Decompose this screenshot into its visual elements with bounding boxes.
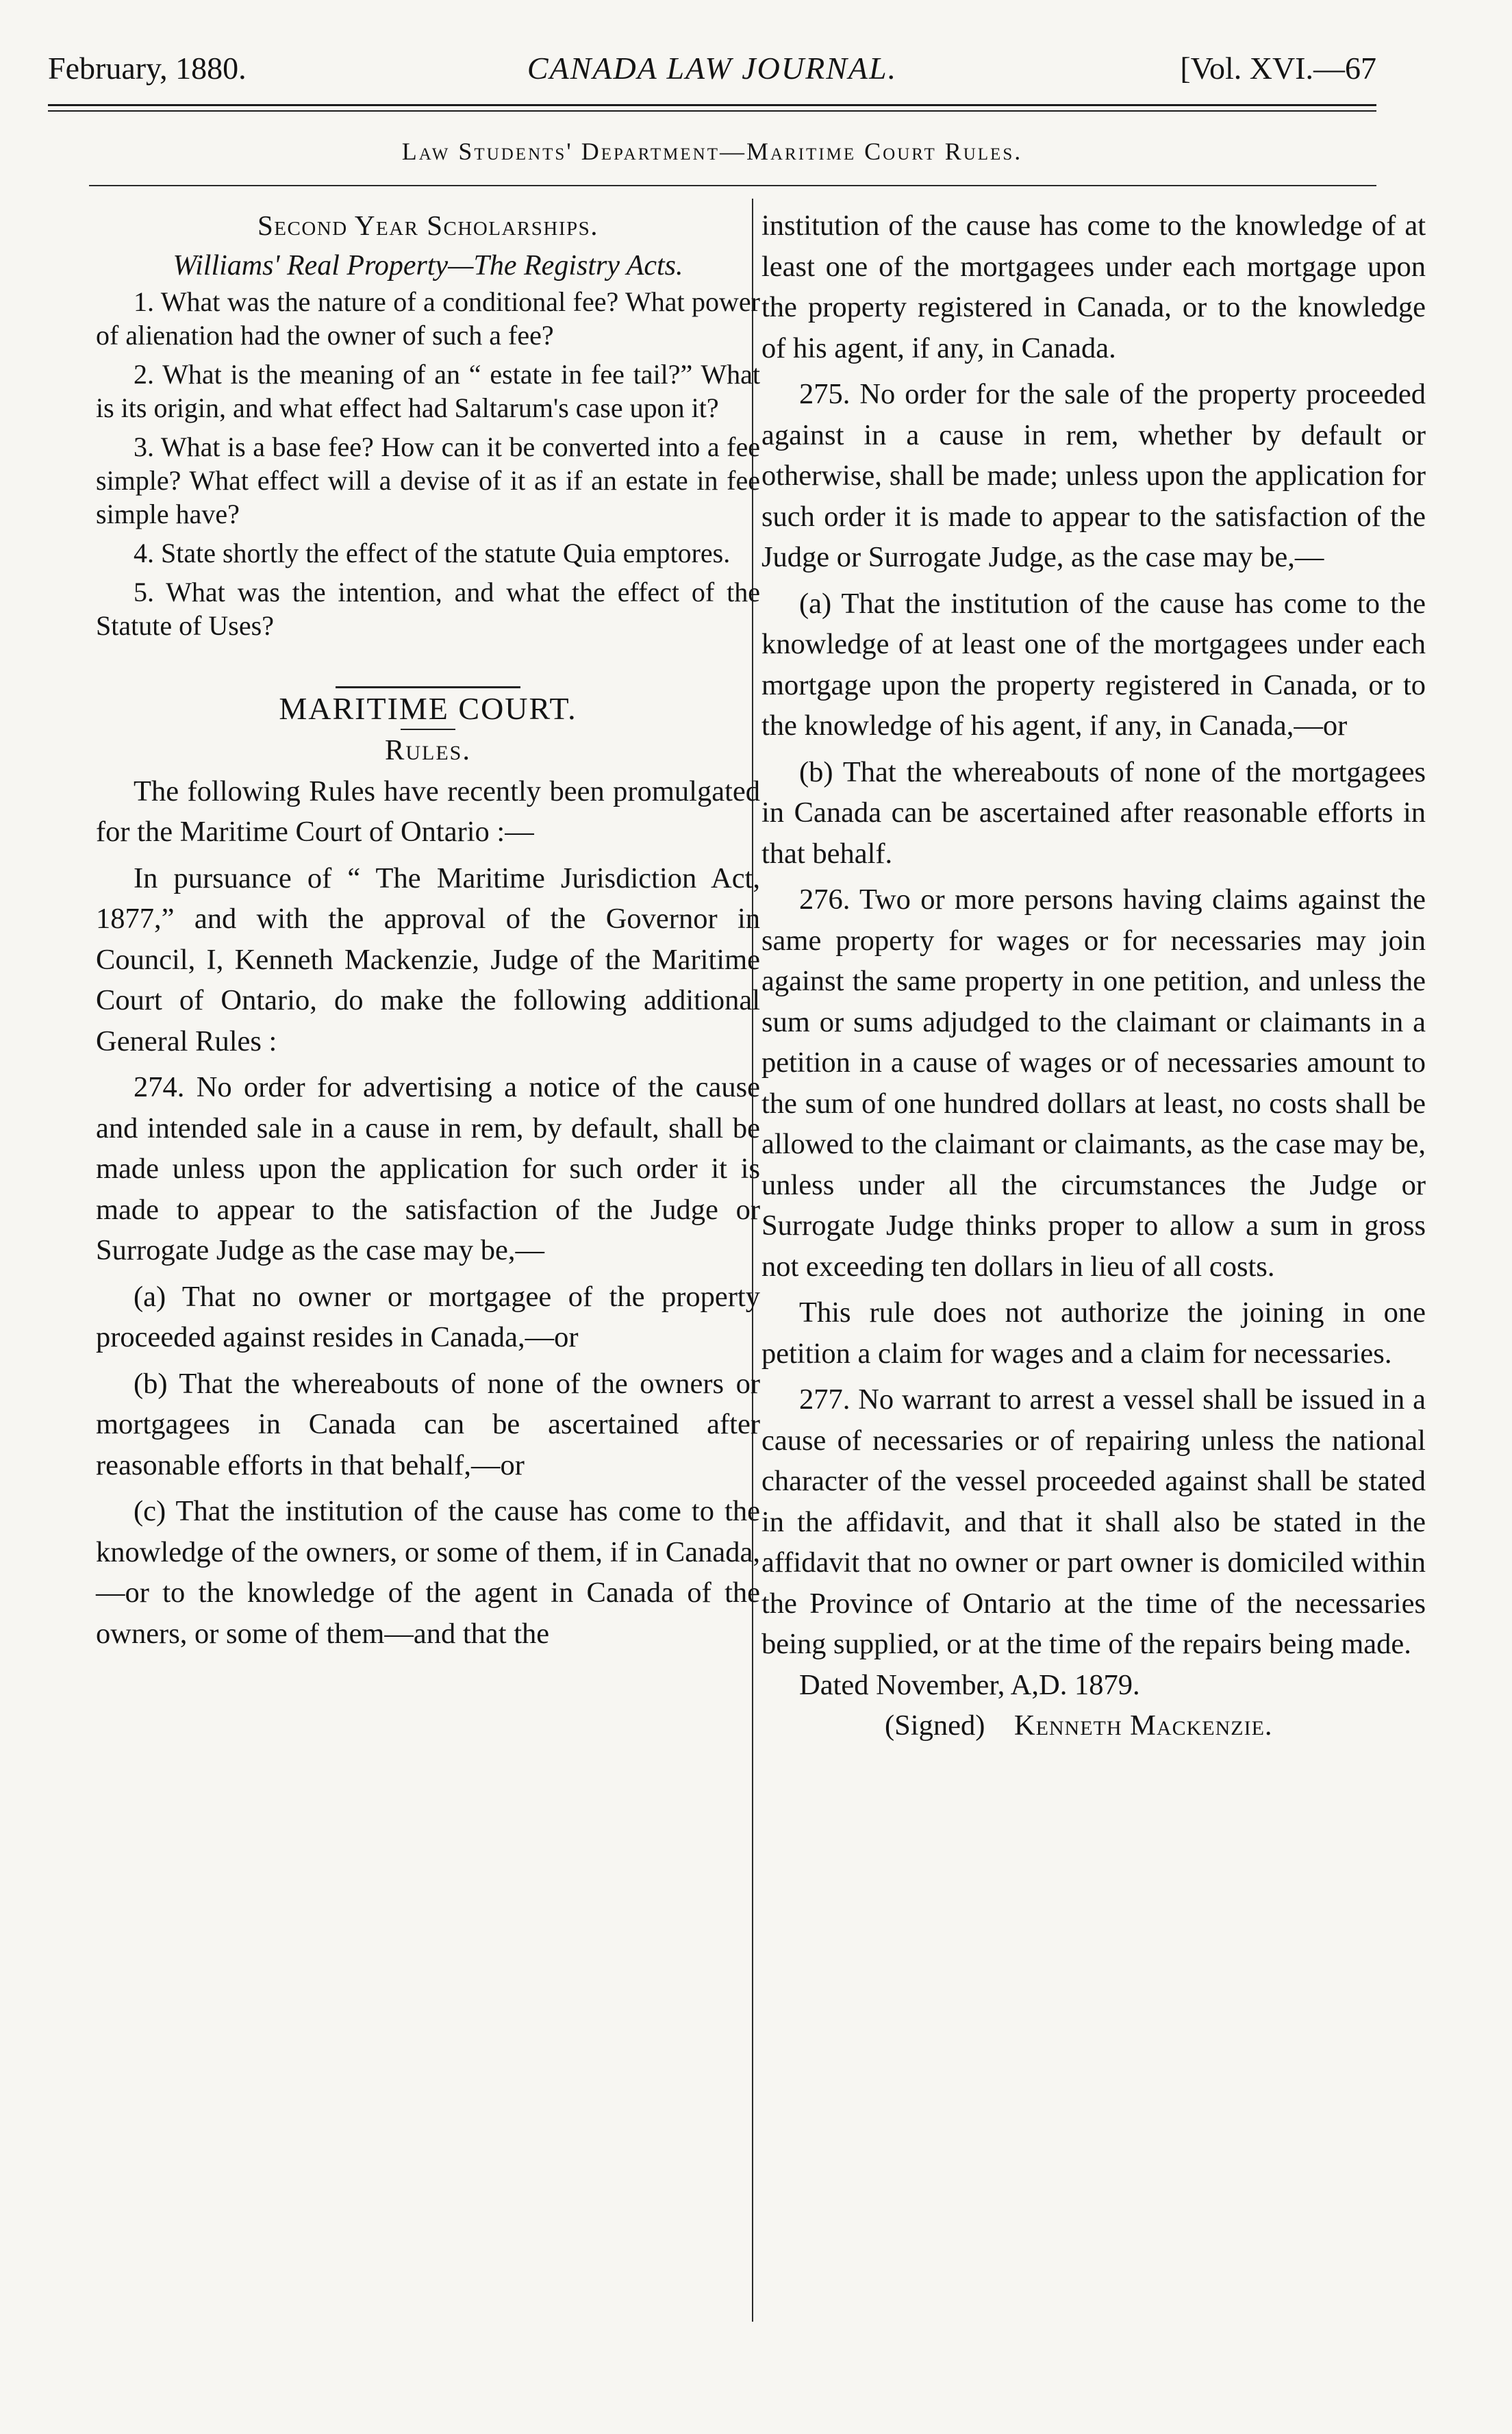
rule-276: 276. Two or more persons having claims against the same property for wages or for necessaries may join against the same property in one petition, and unless the sum or sums adjudged to the claimant or claimants in a petition in a cause of wages or of necessaries amount to the sum of one hundred dollars at least, no costs shall be allowed to the claimant or claimants, as the case may be, unless under all the circumstances the Judge or Surrogate Judge thinks proper to allow a sum in gross not exceeding ten dollars in lieu of all costs. [761,883,1426,1283]
section-rule [89,185,1376,186]
right-column [761,205,1426,1746]
issue-date: February, 1880. [48,51,247,86]
rule-clause: (b) That the whereabouts of none of the mortgagees in Canada can be ascertained after reasonable efforts in that behalf. [761,755,1426,870]
rule-275: 275. No order for the sale of the property proceeded against in a cause in rem, whether by default or otherwise, shall be made; unless upon the application for such order it is made to appear to the satisfaction of the Judge or Surrogate Judge, as the case may be,— [761,378,1426,573]
rule-clause: (a) That the institution of the cause has come to the knowledge of at least one of the mortgagees under each mortgage upon the property registered in Canada, or to the knowledge of his agent, if any, in Canada,—or [761,587,1426,742]
exam-question: 1. What was the nature of a conditional fee? What power of alienation had the owner of such a fee? [96,286,760,351]
exam-question: 4. State shortly the effect of the statute Quia emptores. [134,537,731,568]
header-double-rule [48,104,1376,112]
signature-line [761,1705,1426,1746]
scholarship-heading: Second Year Scholarships. [257,210,599,241]
body-paragraph: This rule does not authorize the joining in one petition a claim for wages and a claim for necessaries. [761,1296,1426,1370]
exam-question: 3. What is a base fee? How can it be converted into a fee simple? What effect will a devise of it as if an estate in fee simple have? [96,431,760,529]
signatory-name: Kenneth Mackenzie. [1013,1709,1273,1742]
dated-line: Dated November, A,D. 1879. [799,1668,1140,1701]
rules-heading: Rules. [385,734,471,766]
left-column [96,205,760,1654]
exam-question: 2. What is the meaning of an “ estate in fee tail?” What is its origin, and what effect had Saltarum's case upon it? [96,358,760,423]
rule-274: 274. No order for advertising a notice of the cause and intended sale in a cause in rem, by default, shall be made unless upon the application for such order it is made to appear to the satisfaction of the Judge or Surrogate Judge as the case may be,— [96,1071,760,1266]
body-paragraph: In pursuance of “ The Maritime Jurisdiction Act, 1877,” and with the approval of the Governor in Council, I, Kenneth Mackenzie, Judge of the Maritime Court of Ontario, do make the following additional General Rules : [96,862,760,1057]
body-paragraph: The following Rules have recently been promulgated for the Maritime Court of Ontario :— [96,775,760,848]
body-paragraph: institution of the cause has come to the knowledge of at least one of the mortgagees under each mortgage upon the property registered in Canada, or to the knowledge of his agent, if any, in Canada. [761,210,1426,364]
signed-label: (Signed) [885,1709,985,1742]
running-head [48,48,1376,89]
rule-clause: (c) That the institution of the cause has come to the knowledge of the owners, or some of them, if in Canada,—or to the knowledge of the agent in Canada of the owners, or some of them—and that the [96,1495,760,1650]
subject-heading: Williams' Real Property—The Registry Acts. [173,249,683,281]
journal-title: CANADA LAW JOURNAL. [527,51,898,86]
exam-question: 5. What was the intention, and what the effect of the Statute of Uses? [96,576,760,641]
rule-clause: (a) That no owner or mortgagee of the property proceeded against resides in Canada,—or [96,1280,760,1353]
volume-page: [Vol. XVI.—67 [1180,51,1376,86]
rule-clause: (b) That the whereabouts of none of the owners or mortgagees in Canada can be ascertained after reasonable efforts in that behalf,—or [96,1367,760,1481]
section-heading: Law Students' Department—Maritime Court Rules. [401,138,1023,165]
maritime-court-title: MARITIME COURT. [279,690,577,726]
rule-277: 277. No warrant to arrest a vessel shall be issued in a cause of necessaries or of repairing unless the national character of the vessel proceeded against shall be stated in the affidavit, and that it shall also be stated in the affidavit that no owner or part owner is domiciled within the Province of Ontario at the time of the necessaries being supplied, or at the time of the repairs being made. [761,1383,1426,1660]
